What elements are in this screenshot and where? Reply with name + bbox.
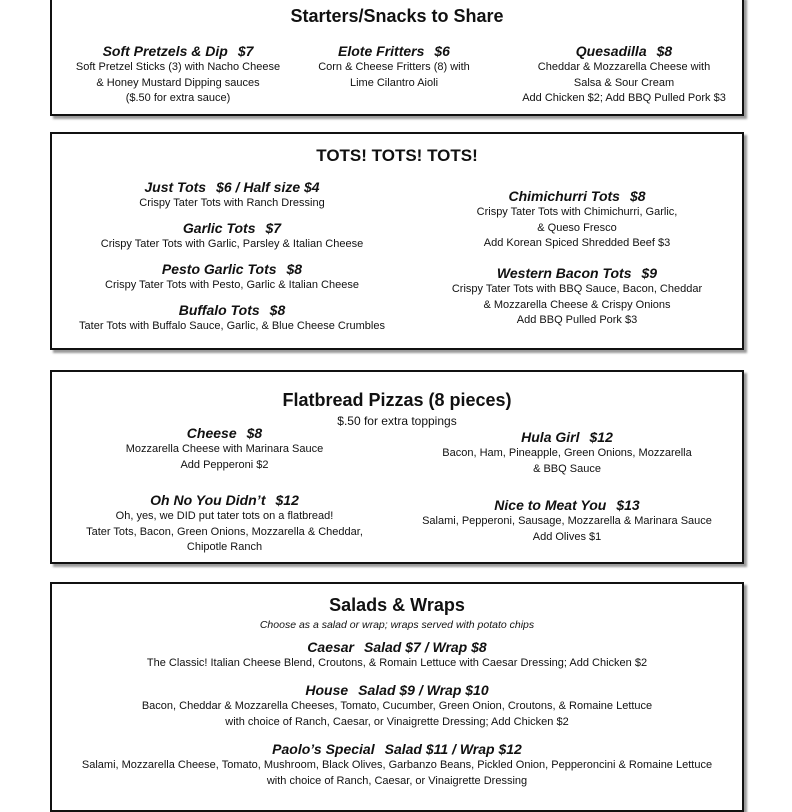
menu-item-hula-girl bbox=[412, 428, 722, 477]
menu-item-western-bacon-tots bbox=[432, 264, 722, 329]
item-name: Elote Fritters bbox=[338, 43, 425, 59]
item-name: Hula Girl bbox=[521, 429, 580, 445]
flatbread-section bbox=[50, 370, 744, 564]
item-name: Nice to Meat You bbox=[494, 497, 607, 513]
menu-item-cheese bbox=[62, 424, 387, 473]
item-desc: Crispy Tater Tots with Chimichurri, Garlic, bbox=[476, 206, 678, 218]
item-desc: Oh, yes, we DID put tater tots on a flatbread! bbox=[115, 510, 334, 522]
item-price: Salad $11 / Wrap $12 bbox=[384, 741, 522, 757]
item-desc: Crispy Tater Tots with BBQ Sauce, Bacon, Cheddar bbox=[451, 283, 703, 295]
item-desc: Crispy Tater Tots with Ranch Dressing bbox=[139, 197, 325, 209]
item-name: Paolo’s Special bbox=[272, 741, 375, 757]
menu-item-pesto-garlic-tots bbox=[62, 260, 402, 294]
item-price: $6 bbox=[434, 43, 450, 59]
item-name: Caesar bbox=[307, 639, 354, 655]
item-name: Pesto Garlic Tots bbox=[161, 261, 277, 277]
item-desc: Salami, Pepperoni, Sausage, Mozzarella & Marinara Sauce bbox=[422, 515, 712, 527]
item-desc: Chipotle Ranch bbox=[186, 541, 263, 553]
item-price: $8 bbox=[629, 188, 646, 204]
starters-title: Starters/Snacks to Share bbox=[290, 6, 504, 26]
item-desc: ($.50 for extra sauce) bbox=[125, 92, 231, 104]
item-desc: Add Korean Spiced Shredded Beef $3 bbox=[483, 237, 671, 249]
item-desc: Add BBQ Pulled Pork $3 bbox=[516, 314, 638, 326]
menu-item-nice-to-meat-you bbox=[412, 496, 722, 545]
item-desc: Lime Cilantro Aioli bbox=[349, 76, 439, 89]
item-desc: The Classic! Italian Cheese Blend, Croutons, & Romain Lettuce with Caesar Dressing; Add Chicken $2 bbox=[146, 657, 648, 669]
item-desc: Tater Tots with Buffalo Sauce, Garlic, & Blue Cheese Crumbles bbox=[79, 320, 385, 332]
item-desc: & Queso Fresco bbox=[537, 221, 617, 234]
item-name: Cheese bbox=[186, 425, 237, 441]
item-desc: with choice of Ranch, Caesar, or Vinaigrette Dressing; Add Chicken $2 bbox=[225, 715, 569, 728]
item-price: $8 bbox=[269, 302, 286, 318]
item-desc: with choice of Ranch, Caesar, or Vinaigrette Dressing bbox=[266, 774, 528, 787]
item-price: Salad $7 / Wrap $8 bbox=[364, 639, 487, 655]
item-price: $13 bbox=[616, 497, 640, 513]
menu-item-quesadilla bbox=[512, 42, 736, 107]
menu-item-house bbox=[52, 681, 742, 730]
item-desc: Add Pepperoni $2 bbox=[180, 458, 269, 471]
menu-item-caesar bbox=[52, 638, 742, 672]
salads-title: Salads & Wraps bbox=[329, 595, 465, 615]
starters-section bbox=[50, 0, 744, 116]
item-desc: & Honey Mustard Dipping sauces bbox=[96, 76, 260, 89]
menu-item-buffalo-tots bbox=[62, 301, 402, 335]
item-name: Western Bacon Tots bbox=[496, 265, 632, 281]
menu-item-soft-pretzels bbox=[54, 42, 302, 107]
flatbread-note: $.50 for extra toppings bbox=[337, 414, 457, 428]
item-desc: Salami, Mozzarella Cheese, Tomato, Mushroom, Black Olives, Garbanzo Beans, Pickled Onion, Pepperoncini & Romaine Lettuce bbox=[81, 759, 713, 771]
item-price: Salad $9 / Wrap $10 bbox=[358, 682, 489, 698]
item-price: $7 bbox=[237, 43, 254, 59]
menu-item-chimichurri-tots bbox=[432, 187, 722, 252]
item-name: Soft Pretzels & Dip bbox=[102, 43, 228, 59]
item-name: House bbox=[305, 682, 349, 698]
item-desc: Crispy Tater Tots with Garlic, Parsley & Italian Cheese bbox=[100, 238, 364, 250]
item-price: $9 bbox=[641, 265, 658, 281]
item-desc: & Mozzarella Cheese & Crispy Onions bbox=[483, 298, 671, 311]
tots-title: TOTS! TOTS! TOTS! bbox=[316, 146, 478, 165]
flatbread-title: Flatbread Pizzas (8 pieces) bbox=[282, 390, 512, 410]
item-desc: Tater Tots, Bacon, Green Onions, Mozzarella & Cheddar, bbox=[86, 525, 363, 538]
menu-item-just-tots bbox=[62, 178, 402, 212]
item-desc: Corn & Cheese Fritters (8) with bbox=[318, 61, 470, 73]
item-price: $6 / Half size $4 bbox=[216, 179, 320, 195]
menu-item-garlic-tots bbox=[62, 219, 402, 253]
item-name: Buffalo Tots bbox=[178, 302, 260, 318]
item-desc: Mozzarella Cheese with Marinara Sauce bbox=[125, 443, 324, 455]
item-desc: Cheddar & Mozzarella Cheese with bbox=[537, 61, 711, 73]
item-price: $12 bbox=[275, 492, 299, 508]
item-desc: Bacon, Ham, Pineapple, Green Onions, Mozzarella bbox=[442, 447, 692, 459]
item-price: $8 bbox=[656, 43, 673, 59]
item-desc: Soft Pretzel Sticks (3) with Nacho Cheese bbox=[75, 61, 281, 73]
item-name: Garlic Tots bbox=[182, 220, 256, 236]
item-price: $8 bbox=[286, 261, 303, 277]
salads-note: Choose as a salad or wrap; wraps served with potato chips bbox=[259, 619, 535, 631]
item-desc: Add Olives $1 bbox=[532, 530, 602, 543]
item-price: $8 bbox=[246, 425, 263, 441]
item-price: $7 bbox=[265, 220, 282, 236]
tots-section bbox=[50, 132, 744, 350]
item-desc: Salsa & Sour Cream bbox=[573, 76, 675, 89]
item-desc: & BBQ Sauce bbox=[533, 462, 601, 475]
item-desc: Crispy Tater Tots with Pesto, Garlic & Italian Cheese bbox=[105, 279, 359, 291]
item-name: Quesadilla bbox=[575, 43, 647, 59]
menu-item-elote-fritters bbox=[304, 42, 484, 91]
item-price: $12 bbox=[589, 429, 613, 445]
salads-section bbox=[50, 582, 744, 812]
item-name: Oh No You Didn’t bbox=[150, 492, 266, 508]
item-desc: Add Chicken $2; Add BBQ Pulled Pork $3 bbox=[522, 92, 726, 104]
menu-item-paolos-special bbox=[12, 740, 782, 789]
item-desc: Bacon, Cheddar & Mozzarella Cheeses, Tomato, Cucumber, Green Onion, Croutons, & Romaine Lettuce bbox=[141, 700, 653, 712]
item-name: Chimichurri Tots bbox=[508, 188, 620, 204]
item-name: Just Tots bbox=[144, 179, 207, 195]
menu-item-oh-no-you-didnt bbox=[62, 491, 387, 556]
